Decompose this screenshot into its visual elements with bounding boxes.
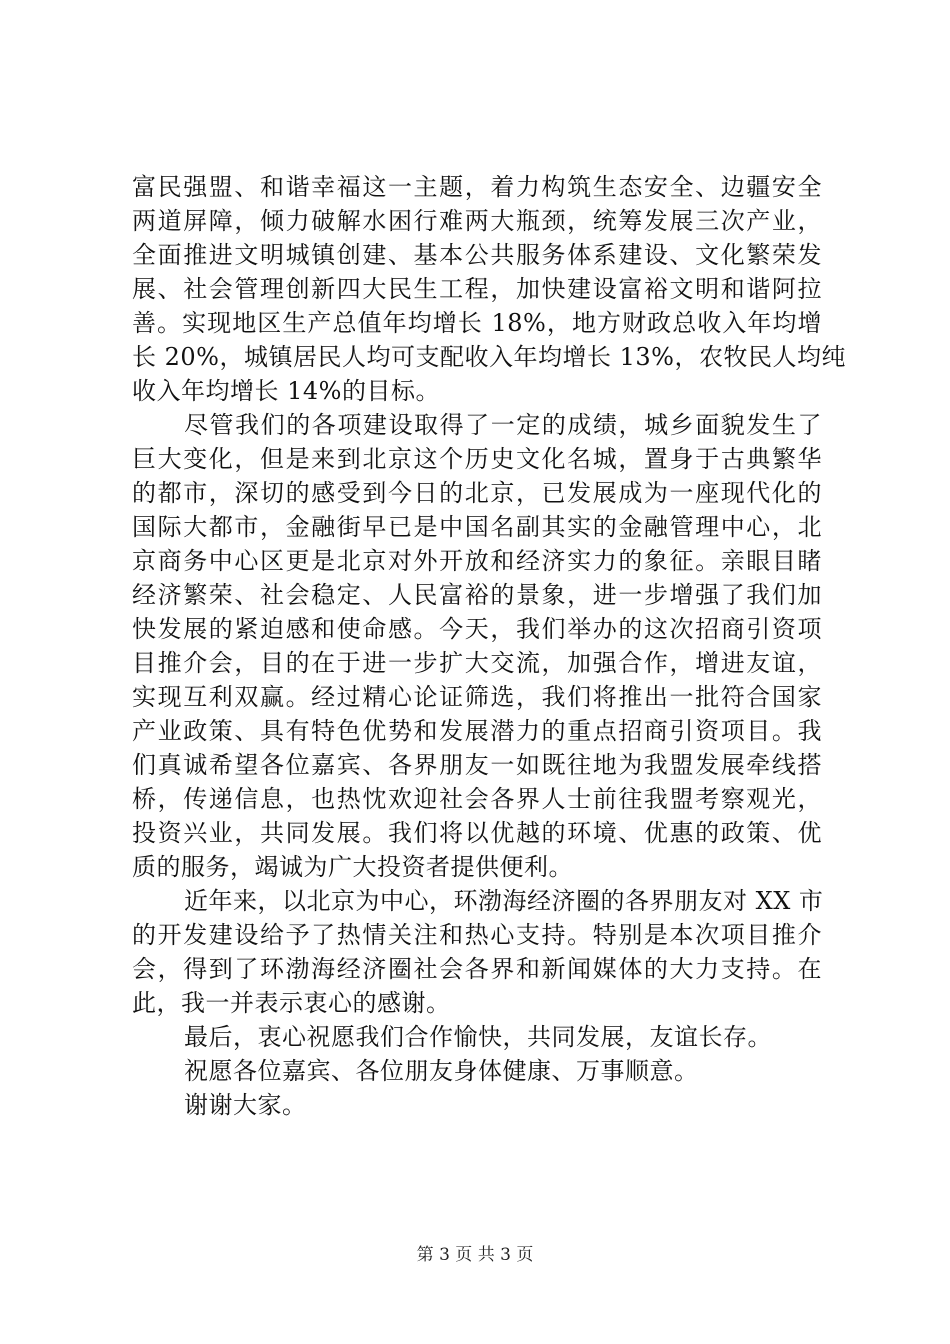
text-line: 全面推进文明城镇创建、基本公共服务体系建设、文化繁荣发 [132, 241, 822, 269]
text-line: 善。实现地区生产总值年均增长 18%，地方财政总收入年均增 [132, 309, 822, 337]
text-line: 们真诚希望各位嘉宾、各界朋友一如既往地为我盟发展牵线搭 [132, 751, 822, 779]
text-line: 巨大变化，但是来到北京这个历史文化名城，置身于古典繁华 [132, 445, 822, 473]
document-body [132, 170, 846, 1122]
text-line: 谢谢大家。 [184, 1091, 307, 1119]
text-line: 两道屏障，倾力破解水困行难两大瓶颈，统筹发展三次产业， [132, 207, 822, 235]
text-line: 此，我一并表示衷心的感谢。 [132, 989, 451, 1017]
text-line: 尽管我们的各项建设取得了一定的成绩，城乡面貌发生了 [184, 411, 822, 439]
text-line: 祝愿各位嘉宾、各位朋友身体健康、万事顺意。 [184, 1057, 699, 1085]
text-line: 质的服务，竭诚为广大投资者提供便利。 [132, 853, 573, 881]
text-line: 桥，传递信息，也热忱欢迎社会各界人士前往我盟考察观光， [132, 785, 822, 813]
text-line: 实现互利双赢。经过精心论证筛选，我们将推出一批符合国家 [132, 683, 822, 711]
text-line: 的都市，深切的感受到今日的北京，已发展成为一座现代化的 [132, 479, 822, 507]
text-line: 近年来，以北京为中心，环渤海经济圈的各界朋友对 XX 市 [184, 887, 824, 915]
text-line: 展、社会管理创新四大民生工程，加快建设富裕文明和谐阿拉 [132, 275, 822, 303]
text-line: 的开发建设给予了热情关注和热心支持。特别是本次项目推介 [132, 921, 822, 949]
text-line: 快发展的紧迫感和使命感。今天，我们举办的这次招商引资项 [132, 615, 822, 643]
text-line: 长 20%，城镇居民人均可支配收入年均增长 13%，农牧民人均纯 [132, 343, 846, 371]
text-line: 最后，衷心祝愿我们合作愉快，共同发展，友谊长存。 [184, 1023, 772, 1051]
text-line: 目推介会，目的在于进一步扩大交流，加强合作，增进友谊， [132, 649, 822, 677]
text-line: 会，得到了环渤海经济圈社会各界和新闻媒体的大力支持。在 [132, 955, 822, 983]
page-footer [0, 1244, 950, 1266]
text-line: 富民强盟、和谐幸福这一主题，着力构筑生态安全、边疆安全 [132, 173, 822, 201]
text-line: 收入年均增长 14%的目标。 [132, 377, 440, 405]
text-line: 经济繁荣、社会稳定、人民富裕的景象，进一步增强了我们加 [132, 581, 822, 609]
text-line: 投资兴业，共同发展。我们将以优越的环境、优惠的政策、优 [132, 819, 822, 847]
page-number-label: 第 3 页 共 3 页 [416, 1245, 534, 1265]
text-line: 产业政策、具有特色优势和发展潜力的重点招商引资项目。我 [132, 717, 822, 745]
text-line: 国际大都市，金融街早已是中国名副其实的金融管理中心，北 [132, 513, 822, 541]
text-line: 京商务中心区更是北京对外开放和经济实力的象征。亲眼目睹 [132, 547, 822, 575]
